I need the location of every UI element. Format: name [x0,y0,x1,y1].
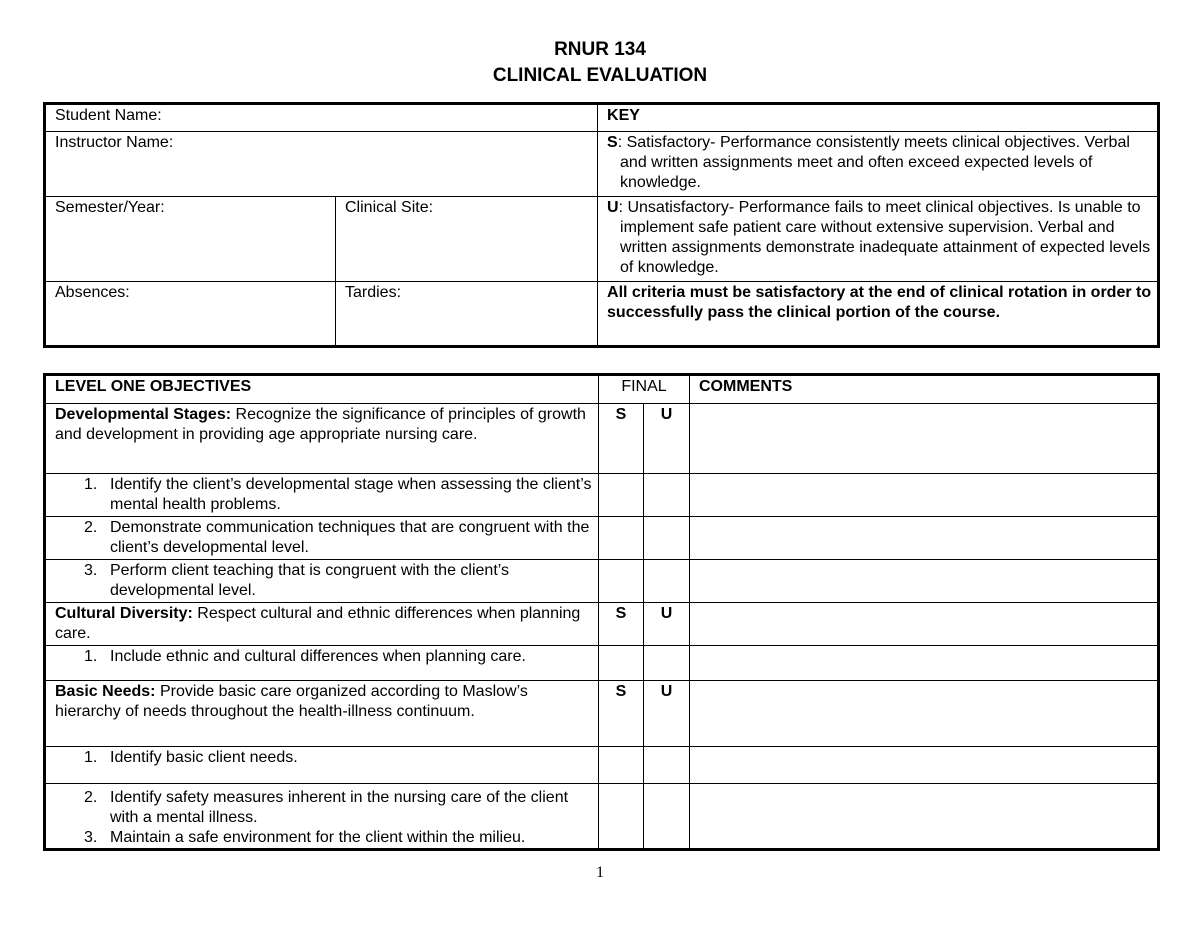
comments-cell[interactable] [690,784,1159,850]
final-u-checkbox[interactable]: U [644,603,690,646]
key-unsatisfactory [598,197,1159,282]
item-text: Perform client teaching that is congruent with the client’s developmental level. [110,562,510,599]
comments-cell[interactable] [690,646,1159,681]
item-number: 1. [84,476,98,493]
comments-cell[interactable] [690,747,1159,784]
key-heading: KEY [598,104,1159,132]
final-u-checkbox[interactable]: U [644,681,690,747]
final-u-cell[interactable] [644,517,690,560]
item-text: Include ethnic and cultural differences when planning care. [110,648,526,665]
cultural-diversity-text: Respect cultural and ethnic differences when planning care. [55,605,581,642]
list-item [45,646,599,681]
final-s-cell[interactable] [599,560,644,603]
student-name-field[interactable]: Student Name: [45,104,598,132]
list-item [45,474,599,517]
list-item [45,517,599,560]
item-text: Identify basic client needs. [110,749,298,766]
list-item [45,784,599,850]
cultural-diversity-objective [45,603,599,646]
absences-field[interactable]: Absences: [45,282,336,347]
instructor-name-field[interactable]: Instructor Name: [45,132,598,197]
col-final-header: FINAL [599,375,690,404]
final-s-cell[interactable] [599,646,644,681]
item-text: Identify safety measures inherent in the nursing care of the client with a mental illness. [110,789,569,826]
item-number: 1. [84,648,98,665]
final-s-cell[interactable] [599,784,644,850]
key-satisfactory [598,132,1159,197]
item-number: 3. [84,829,98,846]
comments-cell[interactable] [690,474,1159,517]
col-objectives-header: LEVEL ONE OBJECTIVES [45,375,599,404]
item-text: Maintain a safe environment for the client within the milieu. [110,829,526,846]
item-text: Demonstrate communication techniques that are congruent with the client’s developmental level. [110,519,590,556]
comments-cell[interactable] [690,681,1159,747]
list-item [45,560,599,603]
final-u-cell[interactable] [644,747,690,784]
basic-needs-objective [45,681,599,747]
comments-cell[interactable] [690,560,1159,603]
objectives-table [43,373,1160,851]
item-text: Identify the client’s developmental stage when assessing the client’s mental health problems. [110,476,592,513]
final-u-cell[interactable] [644,560,690,603]
criteria-note: All criteria must be satisfactory at the end of clinical rotation in order to successfully pass the clinical portion of the course. [598,282,1159,347]
s-definition: : Satisfactory- Performance consistently meets clinical objectives. Verbal and written assignments meet and often exceed expected levels of knowledge. [617,134,1130,191]
final-s-cell[interactable] [599,747,644,784]
dev-stages-objective [45,404,599,474]
final-u-cell[interactable] [644,646,690,681]
col-comments-header: COMMENTS [690,375,1159,404]
comments-cell[interactable] [690,517,1159,560]
course-code: RNUR 134 [554,39,646,60]
comments-cell[interactable] [690,404,1159,474]
final-s-cell[interactable] [599,517,644,560]
final-u-cell[interactable] [644,474,690,517]
student-info-table [43,102,1160,348]
page-number: 1 [596,864,604,881]
item-number: 3. [84,562,98,579]
final-u-cell[interactable] [644,784,690,850]
item-number: 2. [84,789,98,806]
cultural-diversity-heading: Cultural Diversity: [55,605,193,622]
u-definition: : Unsatisfactory- Performance fails to meet clinical objectives. Is unable to implement safe patient care without extensive supervision. Verbal and written assignments demonstrate inadequate attainment of expected levels of knowledge. [618,199,1151,276]
u-letter: U [607,199,619,216]
item-number: 2. [84,519,98,536]
final-s-checkbox[interactable]: S [599,404,644,474]
basic-needs-text: Provide basic care organized according to Maslow’s hierarchy of needs throughout the health-illness continuum. [55,683,528,720]
s-letter: S [607,134,618,151]
list-item [45,747,599,784]
final-s-checkbox[interactable]: S [599,681,644,747]
final-u-checkbox[interactable]: U [644,404,690,474]
comments-cell[interactable] [690,603,1159,646]
item-number: 1. [84,749,98,766]
tardies-field[interactable]: Tardies: [336,282,598,347]
semester-year-field[interactable]: Semester/Year: [45,197,336,282]
dev-stages-heading: Developmental Stages: [55,406,232,423]
dev-stages-text: Recognize the significance of principles of growth and development in providing age appropriate nursing care. [55,406,586,443]
final-s-cell[interactable] [599,474,644,517]
clinical-site-field[interactable]: Clinical Site: [336,197,598,282]
page-title: CLINICAL EVALUATION [492,65,708,86]
basic-needs-heading: Basic Needs: [55,683,156,700]
final-s-checkbox[interactable]: S [599,603,644,646]
